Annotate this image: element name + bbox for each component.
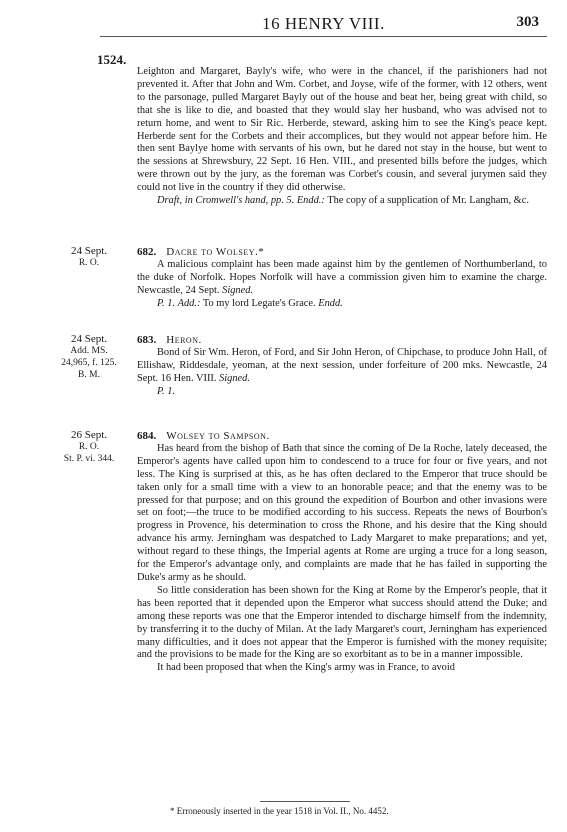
entry-paragraph: So little consideration has been shown for the King at Rome by the Emperor's people, that it has been reported that it depended upon the Emperor what success should attend the Duke; and among these reports was one that the Emperor intended to discharge himself from the indemnity, by transferring it to the duchy of Milan. At the lady Margaret's court, Jerningham has experienced many difficulties, and it does not appear that the Emperor is furnished with the money requisite; and the provisions to be made for the King are so exorbitant as to be in a manner impossible. <box>137 584 547 661</box>
margin-note-683 <box>50 333 128 381</box>
entry-paragraph: A malicious complaint has been made against him by the gentlemen of Northumberland, to the duke of Norfolk. Hopes Norfolk will have a commission given him to examine the charge. Newcastle, 24 Sept. Signed. <box>137 258 547 296</box>
header-rule <box>100 36 547 37</box>
entry-ref: St. P. vi. 344. <box>63 454 115 464</box>
endd-label: Endd.: <box>296 195 325 207</box>
running-title: 16 HENRY VIII. <box>262 14 385 33</box>
margin-year: 1524. <box>97 52 127 67</box>
entry-ref: 24,965, f. 125. <box>61 358 117 368</box>
entry-date: 24 Sept. <box>70 333 108 345</box>
source-italic: Draft, in Cromwell's hand, pp. 5. <box>157 195 295 207</box>
signed-label: Signed. <box>219 372 250 384</box>
entry-source: P. 1. <box>157 385 175 397</box>
entry-paragraph: It had been proposed that when the King's army was in France, to avoid <box>157 662 455 674</box>
source-rest: The copy of a supplication of Mr. Langham, &c. <box>327 195 529 207</box>
signed-label: Signed. <box>222 284 254 296</box>
entry-date: 24 Sept. <box>70 245 108 257</box>
entry-number: 682. <box>137 246 157 258</box>
entry-number: 684. <box>137 430 157 442</box>
entry-heading <box>137 334 547 347</box>
entry-684 <box>137 430 547 675</box>
entry-heading <box>137 246 547 259</box>
entry-paragraph: Bond of Sir Wm. Heron, of Ford, and Sir John Heron, of Chipchase, to produce John Hall, of Ellishaw, Riddesdale, yeoman, at the next session, under forfeiture of 200 mks. Newcastle, 24 Sept. 16 Hen. VIII. Signed. <box>137 346 547 384</box>
entry-683 <box>137 334 547 399</box>
footnote: * Erroneously inserted in the year 1518 in Vol. II., No. 4452. <box>170 806 389 816</box>
footnote-rule <box>260 801 350 802</box>
entry-ref: R. O. <box>78 258 100 268</box>
entry-heading <box>137 430 547 443</box>
continuation-paragraph: Leighton and Margaret, Bayly's wife, who were in the chancel, if the parishioners had not prevented it. After that John and Wm. Corbet, and Joyse, wife of the former, with 12 others, went to the parsonage, pulled Margaret Bayly out of the house and beat her, being great with child, so that she is like to die, and boasted that they would slay her husband, who was advised not to return home, and went to Sir Ric. Herberde, steward, asking him to see the King's peace kept. Herberde sent for the Corbets and their accomplices, but they would not appear before him. He then sent Baylye home with servants of his own, but he dared not stay in the house, but went to the sessions at Shrewsbury, 22 Sept. 16 Hen. VIII., and presented bills before the judges, which were thrown out by the jury, as the foreman was Corbet's cousin, and several jurymen said they could not live in the country if they did otherwise. <box>137 66 547 194</box>
margin-note-684 <box>50 429 128 465</box>
entry-title: Heron. <box>166 334 202 346</box>
entry-title: Dacre to Wolsey.* <box>166 246 265 258</box>
entry-paragraph: Has heard from the bishop of Bath that since the coming of De la Roche, lately deceased, the Emperor's agents have called upon him to condescend to a truce for four or five years, and not less. The King is surprised at this, as he has often declared to the Emperor that truce should be taken only for a small time with a view to an honorable peace; and that the enemy was to be pressed for that purpose; and on this ground the expedition of Bourbon and other invasions were set on foot;—the truce to be modified according to his success. Repeats the news of Bourbon's progress in Provence, his determination to cross the Rhone, and his desire that the King should advance his army. Jerningham was despatched to Lady Margaret to make preparations; and yet, without regard to these things, the Imperial agents at Rome are urging a truce for a long season, for the Emperor's advantage only, and complaints are made that he has failed in supporting the Duke's army as he should. <box>137 442 547 583</box>
continuation-text <box>137 66 547 208</box>
continuation-source <box>137 195 547 208</box>
entry-ref: Add. MS. <box>70 346 108 356</box>
entry-source: P. 1. Add.: To my lord Legate's Grace. Endd. <box>157 297 343 309</box>
entry-ref: B. M. <box>78 370 100 380</box>
entry-ref: R. O. <box>78 442 100 452</box>
running-header <box>100 14 547 36</box>
entry-number: 683. <box>137 334 157 346</box>
entry-title: Wolsey to Sampson. <box>166 430 270 442</box>
entry-682 <box>137 246 547 311</box>
entry-date: 26 Sept. <box>70 429 108 441</box>
margin-note-682 <box>50 245 128 269</box>
page-number: 303 <box>516 14 539 30</box>
